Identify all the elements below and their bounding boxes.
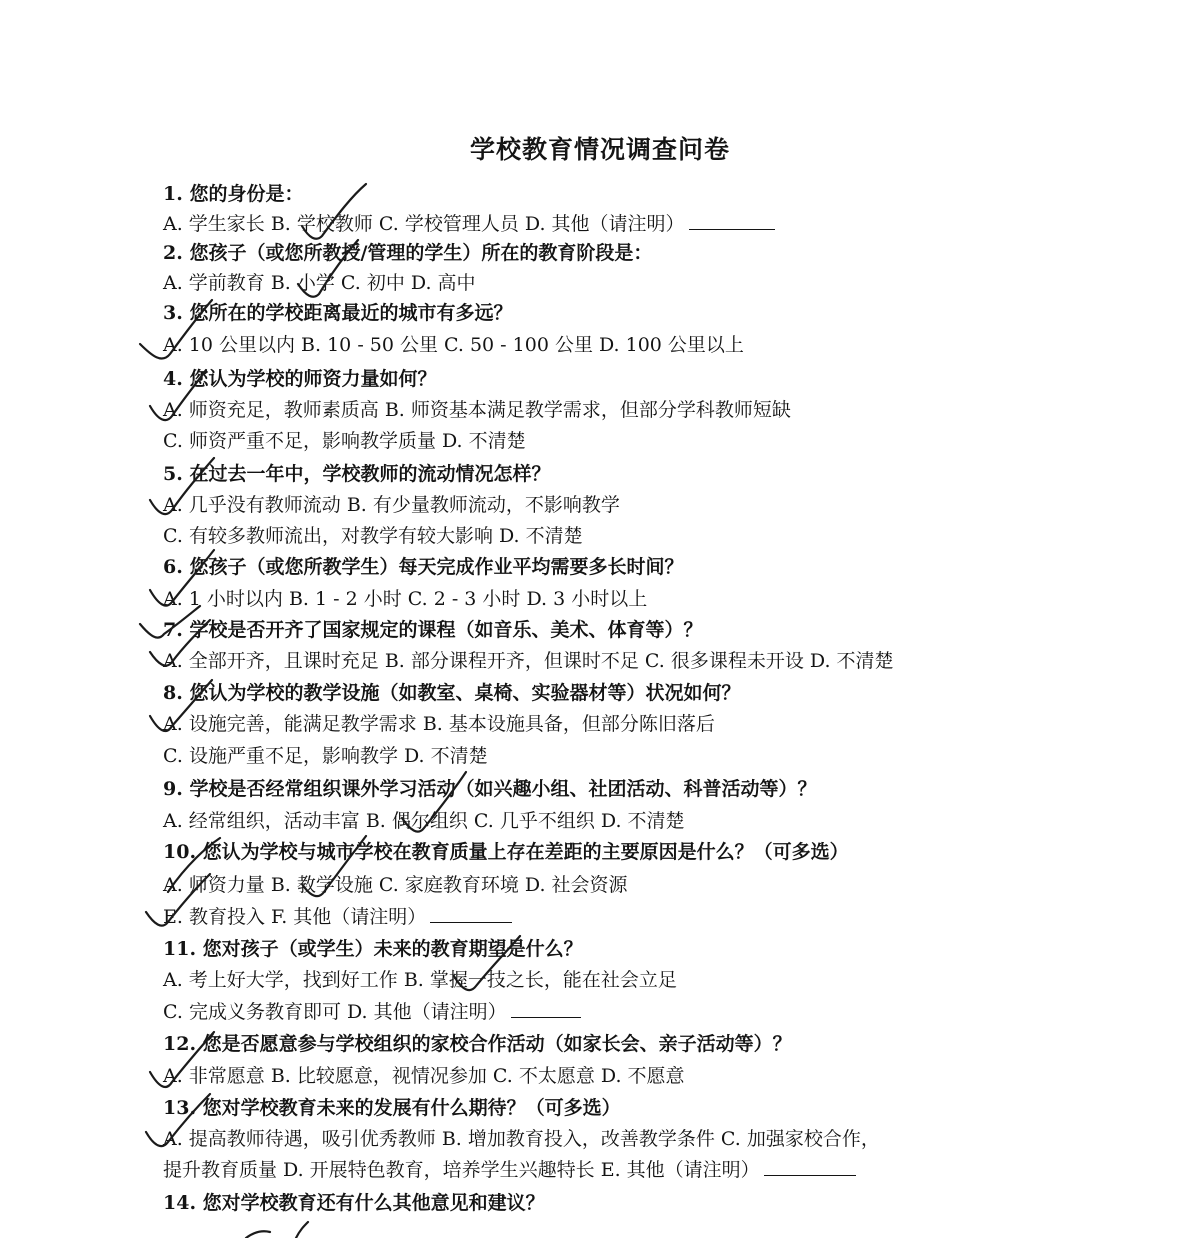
- question-1: 1. 您的身份是：: [163, 183, 304, 205]
- q11-options-line2: [163, 999, 581, 1025]
- q13-options-line1: A. 提高教师待遇，吸引优秀教师 B. 增加教育投入，改善教学条件 C. 加强家校合作，: [163, 1128, 880, 1150]
- question-6: 6. 您孩子（或您所教学生）每天完成作业平均需要多长时间？: [163, 556, 684, 578]
- question-10: 10. 您认为学校与城市学校在教育质量上存在差距的主要原因是什么？（可多选）: [163, 841, 849, 863]
- q5-options-line2: C. 有较多教师流出，对教学有较大影响 D. 不清楚: [163, 525, 583, 547]
- question-14: 14. 您对学校教育还有什么其他意见和建议？: [163, 1192, 545, 1214]
- q4-options-line2: C. 师资严重不足，影响教学质量 D. 不清楚: [163, 430, 526, 452]
- question-12: 12. 您是否愿意参与学校组织的家校合作活动（如家长会、亲子活动等）？: [163, 1033, 792, 1055]
- question-8: 8. 您认为学校的教学设施（如教室、桌椅、实验器材等）状况如何？: [163, 682, 741, 704]
- question-7: 7. 学校是否开齐了国家规定的课程（如音乐、美术、体育等）？: [163, 619, 703, 641]
- question-4: 4. 您认为学校的师资力量如何？: [163, 368, 437, 390]
- q1-options-text: A. 学生家长 B. 学校教师 C. 学校管理人员 D. 其他（请注明）: [163, 213, 685, 235]
- q1-options: [163, 211, 775, 237]
- q12-options: A. 非常愿意 B. 比较愿意，视情况参加 C. 不太愿意 D. 不愿意: [163, 1065, 685, 1087]
- q11-options-line2-text: C. 完成义务教育即可 D. 其他（请注明）: [163, 1001, 507, 1023]
- q1-fill-blank[interactable]: [689, 211, 775, 230]
- q2-options: A. 学前教育 B. 小学 C. 初中 D. 高中: [163, 272, 476, 294]
- question-3: 3. 您所在的学校距离最近的城市有多远？: [163, 302, 513, 324]
- q10-options-line2: [163, 904, 512, 930]
- q5-options-line1: A. 几乎没有教师流动 B. 有少量教师流动，不影响教学: [163, 494, 620, 516]
- question-11: 11. 您对孩子（或学生）未来的教育期望是什么？: [163, 938, 583, 960]
- q13-options-line2-text: 提升教育质量 D. 开展特色教育，培养学生兴趣特长 E. 其他（请注明）: [163, 1159, 760, 1181]
- q6-options: A. 1 小时以内 B. 1 - 2 小时 C. 2 - 3 小时 D. 3 小时以上: [163, 588, 648, 610]
- q10-options-line2-text: E. 教育投入 F. 其他（请注明）: [163, 906, 427, 928]
- q8-options-line1: A. 设施完善，能满足教学需求 B. 基本设施具备，但部分陈旧落后: [163, 713, 715, 735]
- q8-options-line2: C. 设施严重不足，影响教学 D. 不清楚: [163, 745, 488, 767]
- question-2: 2. 您孩子（或您所教授/管理的学生）所在的教育阶段是：: [163, 242, 653, 264]
- q10-options-line1: A. 师资力量 B. 教学设施 C. 家庭教育环境 D. 社会资源: [163, 874, 628, 896]
- q9-options: A. 经常组织，活动丰富 B. 偶尔组织 C. 几乎不组织 D. 不清楚: [163, 810, 685, 832]
- q13-options-line2: [163, 1157, 856, 1183]
- page-title: 学校教育情况调查问卷: [469, 135, 730, 164]
- q4-options-line1: A. 师资充足，教师素质高 B. 师资基本满足教学需求，但部分学科教师短缺: [163, 399, 791, 421]
- q3-options: A. 10 公里以内 B. 10 - 50 公里 C. 50 - 100 公里 D. 100 公里以上: [163, 334, 744, 356]
- question-5: 5. 在过去一年中，学校教师的流动情况怎样？: [163, 463, 551, 485]
- checkmark-q14-partial: [246, 1222, 308, 1238]
- q11-options-line1: A. 考上好大学，找到好工作 B. 掌握一技之长，能在社会立足: [163, 969, 677, 991]
- q13-fill-blank[interactable]: [764, 1157, 856, 1176]
- q11-fill-blank[interactable]: [511, 999, 581, 1018]
- question-9: 9. 学校是否经常组织课外学习活动（如兴趣小组、社团活动、科普活动等）？: [163, 778, 817, 800]
- q7-options: A. 全部开齐，且课时充足 B. 部分课程开齐，但课时不足 C. 很多课程未开设 D. 不清楚: [163, 650, 894, 672]
- question-13: 13. 您对学校教育未来的发展有什么期待？（可多选）: [163, 1097, 621, 1119]
- q10-fill-blank[interactable]: [430, 904, 512, 923]
